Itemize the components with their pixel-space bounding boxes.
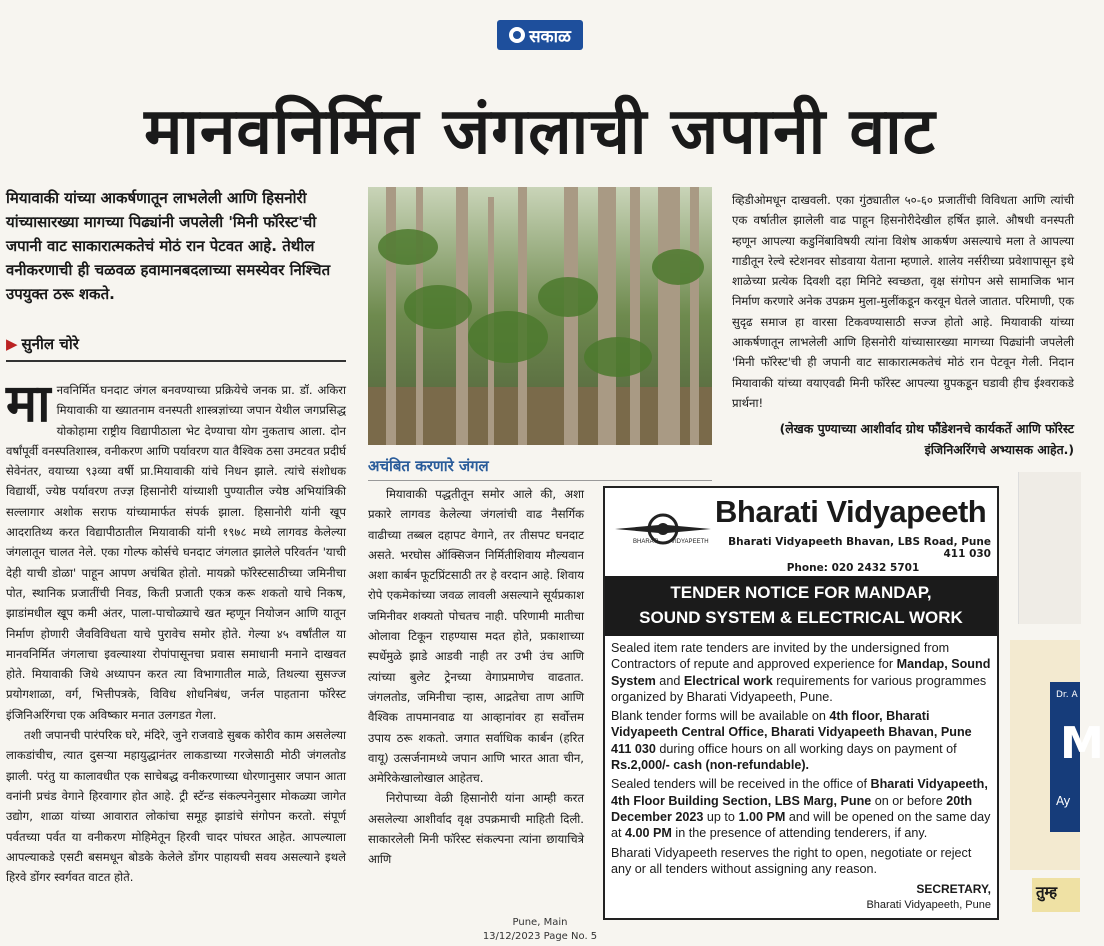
column-1-text: नवनिर्मित घनदाट जंगल बनवण्याच्या प्रक्रियेचे जनक प्रा. डॉ. अकिरा मियावाकी या ख्यातनाम वनस्पती शास्त्रज्ञांच्या जपान येथील जगप्रसिद्ध योकोहामा राष्ट्रीय विद्यापीठाला भेट देण्याचा योग नुकताच आला. दोन वर्षांपूर्वी वनस्पतिशास्त्र, वनीकरण आणि पर्यावरण यात वैश्विक ठसा उमटवत प्रदीर्घ सेवेनंतर, वयाच्या ९३व्या वर्षी प्रा.मियावाकी यांचे निधन झाले. त्यांचे संशोधक विद्यार्थी, ज्येष्ठ पर्यावरण तज्ज्ञ हिसानोरी यांच्याशी पुण्यातील ज्येष्ठ अभियांत्रिकी सल्लागार अशोक सराफ यांच्यामार्फत संपर्क झाला. हिसानोरी यांनी खूप आदरातिथ्य करत विद्यापीठातील मियावाकी यांनी १९७८ मध्ये लागवड केलेल्या जंगलातून चालत नेले. एका गोल्फ कोर्सचे घनदाट जंगलात झालेले परिवर्तन 'याची देही याची डोळा' पाहून आपण अचंबित होतो. मायक्रो फॉरेस्टसाठीच्या जमिनीचा पोत, स्थानिक प्रजातींची निवड, किती प्रजाती एकत्र करू शकतो याचे निकष, झाडांमधील खूप कमी अंतर, पाला-पाचोळ्याचे खत म्हणून नियोजन आणि यातून निर्माण होणारी जैवविविधता याचे पुरावेच समोर होते. गेल्या ४५ वर्षांतील या मानवनिर्मित जंगलाचा इवल्याश्या रोपांपासूनचा प्रवास समाधानी मनाने दाखवत होते. मियावाकी जिथे अध्यापन करत त्या विभागातील माळे, तिथल्या सुसज्ज प्रयोगशाळा, वर्ग, भित्तीपत्रके, विविध शोधनिबंध, जर्नल पाहताना फॉरेस्ट इंजिनिअरिंगचा एक अविष्कार मनात उलगडत गेला. [6, 383, 346, 722]
bharati-vidyapeeth-logo-icon [611, 494, 715, 564]
byline-author: सुनील चोरे [21, 335, 79, 353]
footer-edition: Pune, Main [512, 917, 568, 928]
tender-advertisement [603, 486, 999, 920]
byline-arrow-icon: ▶ [6, 335, 18, 353]
ad-body [605, 636, 997, 918]
ad-phone: Phone: 020 2432 5701 [786, 562, 920, 574]
column-1-text-2: तशी जपानची पारंपरिक घरे, मंदिरे, जुने राजवाडे सुबक कोरीव काम असलेल्या लाकडांचीच, त्यात दुसऱ्या महायुद्धानंतर लाकडाच्या गरजेसाठी मोठी जंगलतोड झाली. परंतु या कालावधीत एक साचेबद्ध वनीकरणाच्या धोरणानुसार जपान आता वनांनी प्रचंड वेगाने हिरवागार होत आहे. ट्री स्टॅन्ड संकल्पनेनुसार मोकळ्या जागेत उद्योग, शाळा यांच्या आवारात लोकांचा समूह झाडांचे संगोपन करतो. संपूर्ण पर्वतच्या पर्वत या वनीकरण मोहिमेतून हिरवी चादर पांघरत आहेत. आपल्याला आपल्याकडे एसटी बसमधून बोडके केलेले डोंगर पाहायची सवय असल्याने इथले हिरवे डोंगर स्वर्गवत वाटत होते. [6, 728, 346, 885]
author-note: (लेखक पुण्याच्या आशीर्वाद ग्रोथ फौंडेशनचे कार्यकर्ते आणि फॉरेस्ट इंजिनिअरिंगचे अभ्यासक आहेत.) [779, 421, 1074, 457]
article-column-3 [732, 190, 1074, 413]
drop-cap: मा [6, 374, 51, 434]
page-footer [0, 916, 1080, 944]
svg-text:VIDYAPEETH: VIDYAPEETH [671, 539, 709, 545]
masthead-emblem-icon [509, 27, 525, 43]
adjacent-ad-text: Dr. A [1056, 690, 1078, 700]
ad-paragraph-2: Blank tender forms will be available on 4th floor, Bharati Vidyapeeth Central Office, Bharati Vidyapeeth Bhavan, Pune 411 030 during office hours on all working days on payment of Rs.2,000/- cash (non-refundable). [611, 709, 972, 773]
ad-title-line-1: TENDER NOTICE FOR MANDAP, [670, 583, 932, 602]
byline [6, 334, 346, 362]
adjacent-ad-strip [1010, 640, 1104, 870]
column-3-text: व्हिडीओमधून दाखवली. एका गुंठ्यातील ५०-६० प्रजातींची विविधता आणि त्यांची एक वर्षातील झालेली वाढ पाहून हिसनोरीदेखील हर्षित झाले. औषधी वनस्पती म्हणून आपल्या कडुनिंबाविषयी त्यांना विशेष आकर्षण असल्याचे मला ते आपल्या गाडीतून रेल्वे स्टेशनवर सोडवाया येताना म्हणाले. शालेय नर्सरीच्या प्रवेशापासून इथे शाळेच्या प्रत्येक दिवशी दहा मिनिटे स्वच्छता, वृक्ष संगोपन असे सामाजिक भान निर्माण करणारे अनेक उपक्रम मुला-मुलींकडून करवून घेतले जातात. परिमाणी, एक सुदृढ समाज हा वारसा टिकवण्यासाठी सज्ज होतो आहे. मियावाकी यांच्या आकर्षणातून लाभलेली आणि हिसनोरी यांच्यासारख्या मागच्या पिढ्यांनी जपलेली 'मिनी फॉरेस्ट'ची ही जपानी वाट साकारात्मकतेचं मोठं रान पेटवून गेली. निदान मियावाकी यांच्या वयाएवढी मिनी फॉरेस्ट आपल्या ग्रुपकडून घडावी हीच ईश्वराकडे प्रार्थना! [732, 193, 1074, 410]
lead-paragraph: मियावाकी यांच्या आकर्षणातून लाभलेली आणि हिसनोरी यांच्यासारख्या मागच्या पिढ्यांनी जपलेली 'मिनी फॉरेस्ट'ची जपानी वाट साकारात्मकतेचं मोठं रान पेटवत आहे. तेथील वनीकरणाची ही चळवळ हवामानबदलाच्या समस्येवर निश्चित उपयुक्त ठरू शकते. [6, 189, 331, 303]
ad-paragraph-3: Sealed tenders will be received in the office of Bharati Vidyapeeth, 4th Floor Building Section, LBS Marg, Pune on or before 20th December 2023 up to 1.00 PM and will be opened on the same day at 4.00 PM in the presence of attending tenderers, if any. [611, 777, 991, 841]
headline: मानवनिर्मित जंगलाची जपानी वाट [144, 95, 936, 169]
ad-paragraph-4: Bharati Vidyapeeth reserves the right to open, negotiate or reject any or all tenders without assigning any reason. [611, 845, 972, 876]
ad-title-line-2: SOUND SYSTEM & ELECTRICAL WORK [639, 608, 963, 627]
svg-text:BHARATI: BHARATI [633, 539, 659, 545]
article-column-2 [368, 484, 584, 870]
adjacent-ad-text-2: Ay [1056, 794, 1071, 808]
column-2-text: मियावाकी पद्धतीतून समोर आले की, अशा प्रकारे लागवड केलेल्या जंगलांची वाढ नैसर्गिक वाढीच्या तब्बल दहापट वेगाने, तर तीसपट घनदाट असते. भरघोस ऑक्सिजन निर्मितीशिवाय मौल्यवान अशा कार्बन फूटप्रिंटसाठी तर हे वरदान आहे. शिवाय रोपे एकमेकांच्या जवळ लावली असल्याने सूर्यप्रकाश जमिनीवर शक्यतो पोचतच नाही. परिणामी मातीचा ओलावा टिकून राहण्यास मदत होते, प्रकाशाच्या स्पर्धेमुळे झाडे आडवी नाही तर उभी उंच आणि त्यांच्या बुलेट ट्रेनच्या वेगाप्रमाणेच वाढतात. जंगलतोड, जमिनीचा ऱ्हास, आद्रतेचा ताण आणि वैश्विक तापमानवाढ या आव्हानांवर हा सर्वोत्तम उपाय ठरू शकतो. जगात सर्वाधिक कार्बन (हरित वायू) उत्सर्जनामध्ये जपान आणि भारत आता चीन, अमेरिकेखालोखाल आहेतच. [368, 487, 584, 786]
masthead-name: सकाळ [529, 26, 571, 47]
masthead-logo [497, 20, 583, 50]
column-2-text-2: निरोपाच्या वेळी हिसानोरी यांना आम्ही करत असलेल्या आशीर्वाद वृक्ष उपक्रमाची माहिती दिली. साकारलेली मिनी फॉरेस्ट संकल्पना त्यांना छायाचित्रे आणि [368, 791, 584, 867]
ad-address: Bharati Vidyapeeth Bhavan, LBS Road, Pune 411 030 [728, 536, 991, 560]
ad-tender-title [605, 576, 997, 636]
adjacent-ad-bottom: तुम्ह [1032, 878, 1080, 912]
ad-paragraph-1: Sealed item rate tenders are invited by the undersigned from Contractors of repute and approved experience for Mandap, Sound System and Electrical work requirements for various programmes organized by Bharati Vidyapeeth, Pune. [611, 641, 991, 704]
footer-date-page: 13/12/2023 Page No. 5 [482, 931, 598, 942]
ad-secretary-org: Bharati Vidyapeeth, Pune [866, 899, 991, 912]
adjacent-column-strip [1018, 472, 1081, 624]
forest-photo-image [368, 187, 712, 445]
ad-title-block [715, 494, 991, 574]
ad-org-name: Bharati Vidyapeeth [715, 494, 987, 529]
article-column-1 [6, 374, 346, 887]
ad-secretary: SECRETARY, [916, 882, 991, 897]
subheading: अचंबित करणारे जंगल [368, 456, 712, 481]
ad-header [605, 488, 997, 576]
adjacent-ad-letter: M [1060, 718, 1104, 769]
forest-photo [368, 187, 712, 445]
